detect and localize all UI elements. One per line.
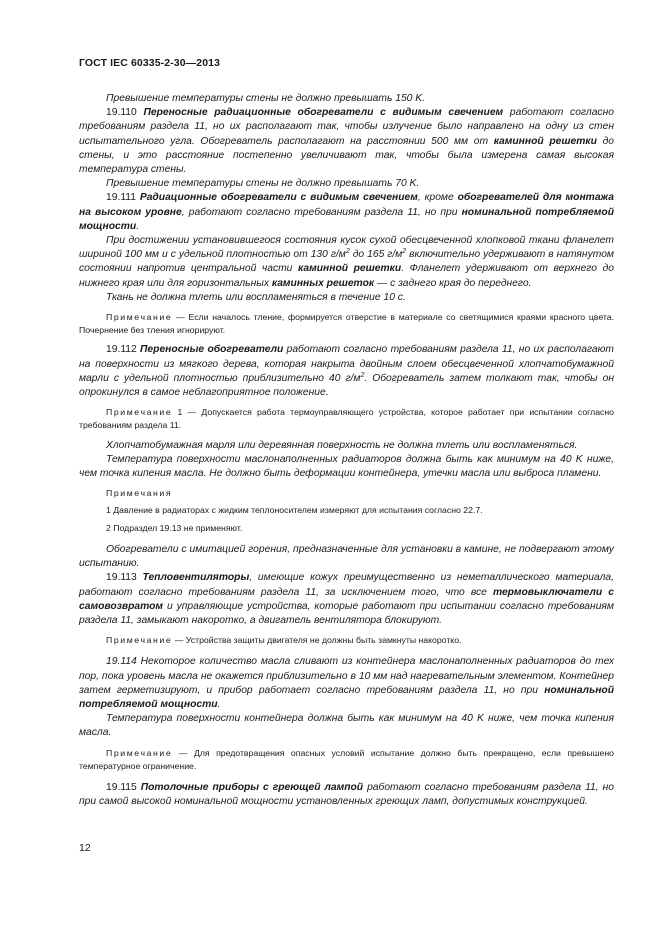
paragraph-flannelette: При достижении установившегося состояния кусок сухой обесцвеченной хлопковой ткани фланелет шириной 100 мм и с удельной плотностью от 130 $г/м^2$ до 165 $г/м^2$ включительно удерживают в натянутом состоянии напротив центральной части каминной решетки. Фланелет удерживают от верхнего до нижнего края или для горизонтальных каминных решеток — с заднего края до переднего. [79, 235, 614, 289]
paragraph-oil-radiator-temp: Температура поверхности маслонаполненных радиаторов должна быть как минимум на 40 K ниже, чем точка кипения масла. Не должно быть деформации контейнера, утечки масла или выброса пламени. [79, 453, 614, 480]
note-smouldering: Примечание — Если началось тление, формируется отверстие в материале со светящимися краями красного цвета. Почернение без тления игнорируют. [79, 312, 614, 336]
page-number: 12 [79, 842, 91, 854]
note-temperature-limit: Примечание — Для предотвращения опасных условий испытание должно быть прекращено, если превышено температурное ограничение. [79, 747, 614, 771]
note-item-1: 1 Давление в радиаторах с жидким теплоносителем измеряют для испытания согласно 22.7. [106, 505, 483, 516]
clause-number: 19.115 [106, 781, 137, 793]
clause-number: 19.111 [106, 192, 136, 204]
standard-header: ГОСТ IEC 60335-2-30—2013 [79, 57, 221, 69]
note-thermal-control: Примечание 1 — Допускается работа термоуправляющего устройства, которое работает при испытании согласно требованиям раздела 11. [79, 407, 614, 431]
note-motor-protection: Примечание — Устройства защиты двигателя не должны быть замкнуты накоротко. [106, 635, 462, 646]
note-item-2: 2 Подраздел 19.13 не применяют. [106, 522, 243, 533]
clause-19-111: 19.111 Радиационные обогреватели с видимым свечением, кроме обогревателей для монтажа на высоком уровне, работают согласно требованиям раздела 11, но при номинальной потребляемой мощности. [79, 192, 614, 232]
document-body [79, 92, 614, 809]
notes-heading: Примечания [106, 488, 173, 499]
paragraph-flame-effect-heaters: Обогреватели с имитацией горения, предназначенные для установки в камине, не подвергают этому испытанию. [79, 543, 614, 570]
paragraph-fabric-ignition: Ткань не должна тлеть или воспламеняться в течение 10 с. [106, 291, 406, 303]
clause-19-113: 19.113 Тепловентиляторы, имеющие кожух преимущественно из неметаллического материала, работают согласно требованиям раздела 11, за исключением того, что все термовыключатели с самовозвратом и управляющие устройства, которые работают при испытании согласно требованиям раздела 11, замыкают накоротко, а двигатель вентилятора блокируют. [79, 572, 614, 626]
paragraph-container-temp: Температура поверхности контейнера должна быть как минимум на 40 K ниже, чем точка кипения масла. [79, 713, 614, 739]
clause-number: 19.113 [106, 572, 137, 584]
paragraph-wall-temp-150: Превышение температуры стены не должно превышать 150 K. [106, 93, 425, 104]
paragraph-wall-temp-70: Превышение температуры стены не должно превышать 70 K. [106, 178, 420, 190]
clause-19-110: 19.110 Переносные радиационные обогреватели с видимым свечением работают согласно требованиям раздела 11, но их располагают так, чтобы излучение было направлено на одну из стен испытательного угла. Обогреватель располагают на расстоянии 500 мм от каминной решетки до стены, и это расстояние постепенно увеличивают так, чтобы была измерена самая высокая температура стены. [79, 107, 614, 176]
clause-19-112: 19.112 Переносные обогреватели работают согласно требованиям раздела 11, но их располагают на поверхности из мягкого дерева, которая накрыта двойным слоем обесцвеченной хлопчатобумажной марли с удельной плотностью приблизительно 40 $г/м^2$. Обогреватель затем толкают так, чтобы он опрокинулся в самое неблагоприятное положение. [79, 344, 614, 399]
clause-number: 19.110 [106, 107, 137, 119]
clause-number: 19.112 [106, 344, 137, 356]
paragraph-gauze-ignition: Хлопчатобумажная марля или деревянная поверхность не должна тлеть или воспламеняться. [106, 439, 578, 451]
clause-19-115: 19.115 Потолочные приборы с греющей лампой работают согласно требованиям раздела 11, но при самой высокой номинальной мощности установленных греющих ламп, допустимых конструкцией. [79, 781, 614, 808]
clause-19-114: 19.114 Некоторое количество масла сливают из контейнера маслонаполненных радиаторов до тех пор, пока уровень масла не окажется приблизительно в 10 мм над нагревательным элементом. Контейнер затем герметизируют, и прибор работает согласно требованиям раздела 11, но при номинальной потребляемой мощности. [79, 656, 614, 710]
